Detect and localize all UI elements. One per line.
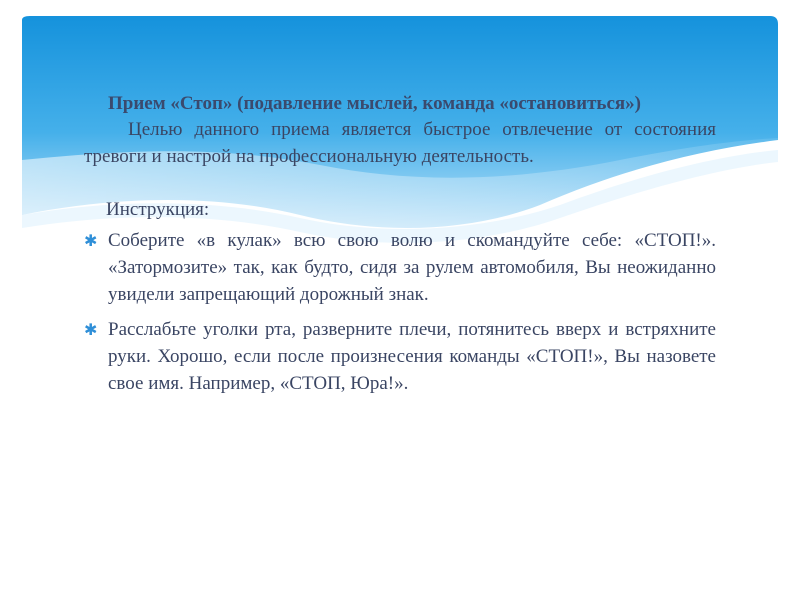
slide-heading: Прием «Стоп» (подавление мыслей, команда «остановиться») — [108, 93, 641, 114]
list-item-text: Соберите «в кулак» всю свою волю и скомандуйте себе: «СТОП!». «Затормозите» так, как будто, сидя за рулем автомобиля, Вы неожиданно увидели запрещающий дорожный знак. — [108, 230, 716, 305]
asterisk-bullet-icon: ✱ — [84, 231, 98, 250]
intro-paragraph: Целью данного приема является быстрое отвлечение от состояния тревоги и настрой на профессиональную деятельность. — [84, 119, 716, 167]
list-item — [84, 316, 716, 397]
instruction-list — [84, 227, 716, 397]
list-item-text: Расслабьте уголки рта, разверните плечи, потянитесь вверх и встряхните руки. Хорошо, если после произнесения команды «СТОП!», Вы назовете свое имя. Например, «СТОП, Юра!». — [108, 319, 716, 394]
list-item — [84, 227, 716, 308]
slide-content — [84, 92, 716, 405]
instruction-label: Инструкция: — [106, 199, 210, 220]
asterisk-bullet-icon: ✱ — [84, 320, 98, 339]
